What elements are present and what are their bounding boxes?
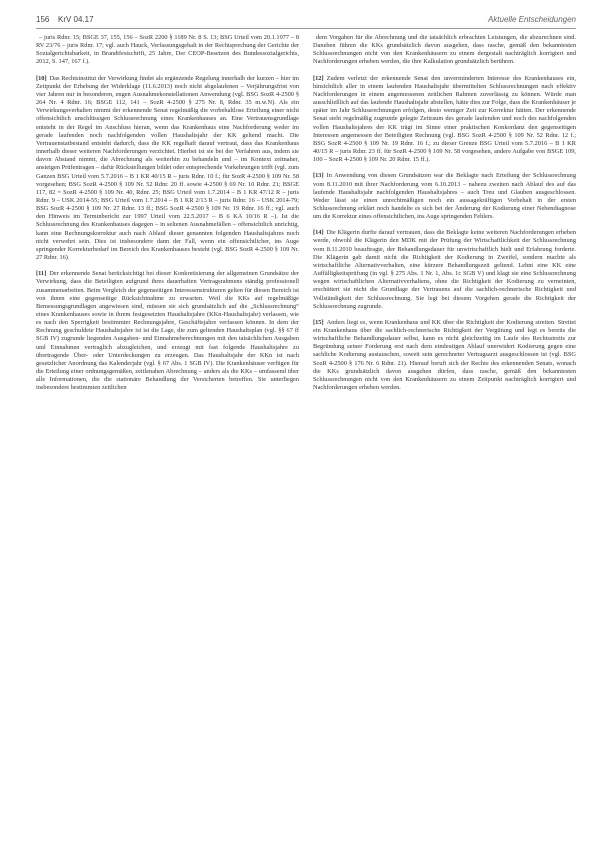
paragraph-text: Anders liegt es, wenn Krankenhaus und KK über die Richtigkeit der Kodierung streiten. Streitet ein Krankenhaus über die sachlich-rechnerische Richtigkeit der Vergütung und legt es bereits die wirtschaftliche Behandlungsdauer selbst, kann es nicht gleichzeitig im Laufe des Rechtsstreits zur Begründung seiner Forderung erst nach dem eindeutigen Ablauf unerwidert Kodierung gegen eine sachliche Kodierung austauschen, soweit sein gerechneter Vertragsarzt ausgeschlossen ist (vgl. BSG SozR 4-2500 § 176 Nr. 6 Rdnr. 21). Hierauf beruft sich der Rechte des erkennenden Senats, wonach die KKs grundsätzlich davon ausgehen dürfen, dass rasche, gemäß den bekanntesten Schlussrechnungen nicht von den Krankenhäusern zu einem Zeitpunkt nachträglich korrigiert und Nachforderungen erheben werden. bbox=[313, 318, 576, 392]
paragraph bbox=[313, 229, 576, 311]
paragraph-number: [13] bbox=[313, 172, 324, 180]
right-column bbox=[313, 34, 576, 826]
paragraph-text: Zudem verletzt der erkennende Senat den unverminderten Interesse des Krankenhauses ein, hinsichtlich aller in einem laufenden Haushaltsjahr übermittelten Schlussrechnungen nach effektiv Nachforderungen in einem angemessenen zeitlichen Rahmen zuverlässig zu können. Würde man ausschließlich auf das laufende Haushaltsjahr abstellen, hätte dies zur Folge, dass die Krankenhäuser je später im Jahr Schlussrechnungen erfolgen, desto weniger Zeit zur Korrektur hätten. Der erkennende Senat sieht regelmäßig zugrunde gelegte Zeitraum des gerade laufenden und noch des nachfolgenden vollen Haushaltsjahres der KK trägt im Sinne einer praktischen Konkordanz den gegenseitigen Interessen angemessen der Beteiligten Rechnung (vgl. BSG SozR 4-2500 § 109 Nr. 52 Rdnr. 12 f.; BSG SozR 4-2500 § 109 Nr. 19 Rdnr. 16 f.; zu dieser Grenze BSG Urteil vom 5.7.2016 – B 1 KR 40/15 R – juris Rdnr. 23 ff. für SozR 4-2500 § 109 Nr. 58 vorgesehen, andere Aufgabe von BSGE 109, 100 – SozR 4-2500 § 109 Nr. 20 Rdnr. 15 ff.). bbox=[313, 74, 576, 164]
paragraph bbox=[313, 319, 576, 392]
text-columns bbox=[36, 34, 576, 826]
paragraph bbox=[313, 172, 576, 221]
paragraph-text: Der erkennende Senat berücksichtigt bei dieser Konkretisierung der allgemeinen Grundsätze der Verwirkung, dass die Beteiligten aufgrund ihres dauerhaften Vertragsrahmens ständig professionell zusammenarbeiten. Beim Vergleich der gegenseitigen Interessenstrukturen gelten für diesen Bereich ist von ihnen eine gegenseitige Rücksichtnahme zu erwarten. Weil die KKs auf regelmäßige Bemessungsgrundlagen angewiesen sind, müssen sie sich grundsätzlich auf die „Schlussrechnung“ eines Krankenhauses sowie in ihrem festgesetzten Haushaltsjahre (KKn-Haushaltsjahr) verlassen, wie es nach den Sperrigkeit bestimmter Rechnungsjahre, Geschäftsjahre verfassen können. In dem der Rechnung geschuldete Haushaltsjahre ist ist die Lage, die zum geltenden Haushaltsplan (vgl. §§ 67 ff SGB IV) zugrunde liegenden Ausgaben- und Einnahmeberechnungen mit den tatsächlichen Ausgaben und Einnahmen vertraglich abzugleichen, und erzeugt mit fast folgende Haushaltsjahre zu übertragende Über- oder Unterdeckungen zu erzeugen. Das Haushaltsjahr der KKn ist nach gesetzlicher Anordnung das Kalenderjahr (vgl. § 67 Abs. 1 SGB IV). Die Krankenhäuser verfügen für die Erteilung einer ordnungsgemäßen, zeitlenahen Abrechnung – anders als die KKs – umfassend über alle Informationen, die die stationäre Behandlung der Versicherten betreffen. Sie unterliegen insbesondere bestimmten zeitlichen bbox=[36, 270, 299, 392]
section-title: Aktuelle Entscheidungen bbox=[487, 15, 576, 24]
journal-name: KrV 04.17 bbox=[58, 15, 94, 24]
paragraph-text: dem Vorgaben für die Abrechnung und die tatsächlich erbrachten Leistungen, die abzurechnen sind. Daneben führen die KKs grundsätzlich davon ausgehen, dass rasche, gemäß den bekanntesten Schlussrechnungen nicht von den Krankenhäusern zu einem dergestalt nachträglich korrigiert und Nachforderungen erheben werden, die ihre Kalkulation grundsätzlich berühren. bbox=[313, 34, 576, 66]
paragraph bbox=[313, 34, 576, 67]
paragraph-number: [10] bbox=[36, 74, 47, 82]
paragraph-number: [14] bbox=[313, 229, 324, 237]
running-header bbox=[36, 14, 576, 29]
paragraph bbox=[36, 270, 299, 392]
paragraph bbox=[36, 75, 299, 263]
paragraph-text: Die Klägerin durfte darauf vertrauen, dass die Beklagte keine weiteren Nachforderungen erheben werde, obwohl die Klägerin den MDK mit der Prüfung der Wirtschaftlichkeit der Schlussrechnung vom 8.11.2010 beauftragte, der Behandlungsdauer für unwirtschaftlich hielt und Erfahrung forderte. Die Klägerin gab damit nicht die Richtigkeit der Kodierung in Zweifel, sondern machte als wirtschaftliche Alternativverhalten, eine kürzere Behandlungszeit geltend. Lehnt eine KK eine Auffälligkeitsprüfung (in vgl. § 275 Abs. 1 Nr. 1, Abs. 1c SGB V) und klagt sie eine Schlussrechnung wegen wirtschaftlichen Alternativverhaltens, ohne die Richtigkeit der Kodierung zu verneinten, erschüttert sie nicht die Grundlage der Vertrauens auf die sachlich-rechnerische Richtigkeit und Vollständigkeit der Schlussrechnung. Sie legt bei diesem Vorgehen gerade die Richtigkeit der Schlussrechnung zugrunde. bbox=[313, 229, 576, 310]
paragraph-number: [11] bbox=[36, 270, 47, 278]
paragraph-text: Das Rechtsinstitut der Verwirkung findet als ergänzende Regelung innerhalb der kurzen – hier im Zeitpunkt der Erhebung der Widerklage (11.6.2013) noch nicht abgelaufenen – Verjährungsfrist von vier Jahren nur in besonderen, engen Ausnahmekonstellationen Anwendung (vgl. BSG SozR 4-2500 § 264 Nr. 4 Rdnr. 16; BSGE 112, 141 – SozR 4-2500 § 275 Nr. 8, Rdnr. 35 m.w.N). Als ein Verwirkungsverhalten nimmt der erkennende Senat regelmäßig die vorbehaltlose Erteilung einer nicht offensichtlich unschlüssigen Schlussrechnung eines Krankenhauses an. Eine Vertrauensgrundlage entsteht in der Regel im Anschluss hieran, wenn das Krankenhaus eine Nachforderung weder im gerade laufenden noch nachfolgenden vollen Haushaltsjahr der KK geltend macht. Die Vertrauenstatbestand entsteht dadurch, dass die KK regelhaft darauf vertraut, dass das Krankenhaus innerhalb dieser weiteren Nachforderungen verzichtet. Hierbei ist sie bei der Verfahren aus, indem sie davon Abstand nimmt, die Abrechnung als weiterhin zu behandeln und – im Kontext zeitnaher, ansteigen Prüfentragen – dafür Rückstellungen bildet oder entsprechende Vorkehrungen trifft (vgl. zum Ganzen BSG Urteil vom 5.7.2016 – B 1 KR 40/15 R – juris Rdnr. 10 f.; für SozR 4-2500 § 109 Nr. 58 vorgesehen; BSG SozR 4-2500 § 109 Nr. 52 Rdnr. 20 ff. sowie 4-2500 § 69 Nr. 10 Rdnr. 21; BSGE 117, 82 = SozR 4-2500 § 109 Nr. 40, Rdnr. 25; BSG Urteil vom 1.7.2014 – B 1 KR 47/12 R – juris Rdnr. 9 – USK 2014-55; BSG Urteil vom 1.7.2014 – B 1 KR 2/13 R – juris Rdnr. 16 – USK 2014-79; BSG SozR 4-2500 § 109 Nr. 27 Rdnr. 13 ff.; BSG SozR 4-2500 § 109 Nr. 19 Rdnr. 16 ff.; vgl. auch den Hinweis im Terminbericht zur 1997 Urteil vom 22.5.2017 – B 6 KA 10/16 R –). Ist die Schlussrechnung des Krankenhauses dagegen – in seltenen Ausnahmefällen – offensichtlich unrichtig, kann eine Rechnungskorrektur auch nach Ablauf dieser genannten folgenden Haushaltsjahres noch nicht verwehrt sein. Dies ist insbesondere dann der Fall, wenn ein offensichtlicher, ins Auge springender Korrekturbedarf im Bereich des Krankenhauses besteht (vgl. BSG SozR 4-2500 § 109 Nr. 27 Rdnr. 16). bbox=[36, 74, 299, 262]
page-number: 156 bbox=[36, 15, 50, 24]
paragraph bbox=[36, 34, 299, 67]
paragraph-text: In Anwendung von diesen Grundsätzen war die Beklagte nach Erteilung der Schlussrechnung vom 8.11.2010 mit ihrer Nachforderung vom 6.10.2013 – nahezu zweiten nach Ablauf des auf das laufende Haushaltsjahr nachfolgenden Haushaltsjahres – auch Treu und Glauben ausgeschlossen. Weder lässt sie einen unrechtmäßigen noch ein aussagekräftigen Vorbehalt in der ersten Schlussrechnung erklärt noch handelte es sich bei der Änderung der Kodierung einer Nebendiagnose um die Korrektur eines offensichtlichen, ins Auge springenden Fehlers. bbox=[313, 172, 576, 221]
paragraph bbox=[313, 75, 576, 165]
left-column bbox=[36, 34, 299, 826]
paragraph-text: – juris Rdnr. 15; BSGE 37, 155, 156 – SozR 2200 § 1189 Nr. 8 S. 13; BSG Urteil vom 20.1.1977 – 8 RV 23/76 – juris Rdnr. 17; vgl. auch Hauck, Verfassungsgehalt in der Rechtsprechung der Gerichte der Sozialgerichtsbarkeit, in Brandtfestschrift, 25 Jahre, Der CEOP-Besetzen des Bundessozialgerichts, 2012, S. 147, 167 f.). bbox=[36, 34, 299, 66]
paragraph-number: [12] bbox=[313, 74, 324, 82]
paragraph-number: [15] bbox=[313, 318, 324, 326]
